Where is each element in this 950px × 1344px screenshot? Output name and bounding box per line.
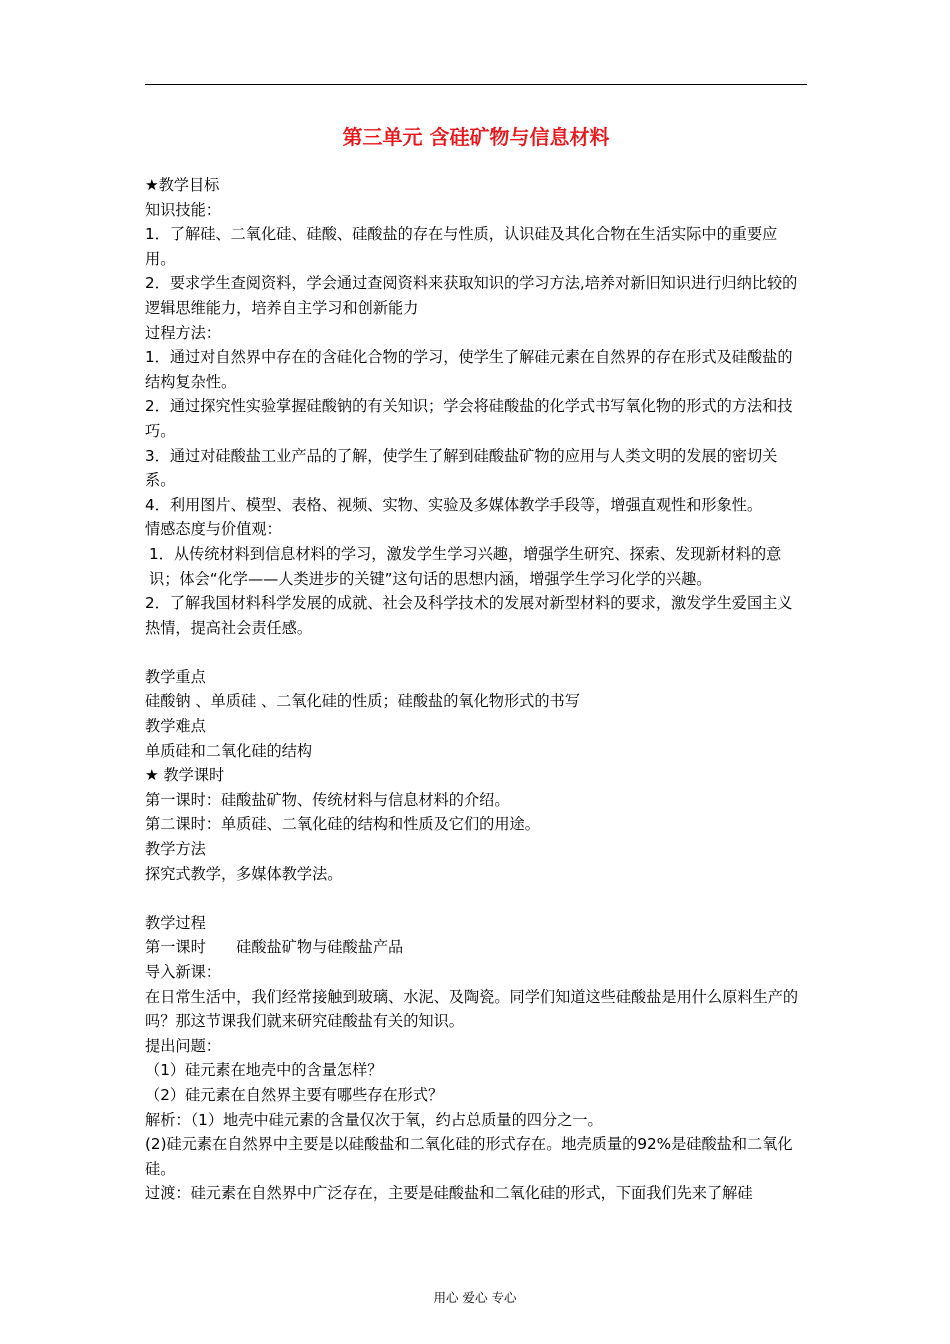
header-rule	[145, 84, 807, 85]
paragraph: 导入新课：	[145, 963, 221, 981]
paragraph: 单质硅和二氧化硅的结构	[145, 741, 313, 760]
subheading: 教学重点	[145, 667, 206, 686]
paragraph: 4．利用图片、模型、表格、视频、实物、实验及多媒体教学手段等，增强直观性和形象性。	[145, 495, 763, 514]
page-title: 第三单元 含硅矿物与信息材料	[342, 125, 610, 149]
subheading: 教学过程	[145, 913, 206, 932]
blank-line	[145, 640, 807, 665]
paragraph: 1．通过对自然界中存在的含硅化合物的学习，使学生了解硅元素在自然界的存在形式及硅酸盐的结构复杂性。	[145, 348, 793, 391]
paragraph: （2）硅元素在自然界主要有哪些存在形式？	[145, 1085, 444, 1104]
paragraph: 探究式教学，多媒体教学法。	[145, 864, 343, 883]
paragraph: 2．要求学生查阅资料，学会通过查阅资料来获取知识的学习方法,培养对新旧知识进行归纳比较的逻辑思维能力，培养自主学习和创新能力	[145, 274, 798, 317]
section-heading: ★ 教学课时	[145, 766, 225, 785]
blank-line	[145, 886, 807, 911]
subheading: 过程方法：	[145, 323, 221, 342]
paragraph: 解析：（1）地壳中硅元素的含量仅次于氧，约占总质量的四分之一。	[145, 1110, 603, 1129]
document-body	[145, 173, 807, 1206]
subheading: 知识技能：	[145, 200, 221, 219]
paragraph: 第一课时 硅酸盐矿物与硅酸盐产品	[145, 938, 404, 957]
paragraph: 2．通过探究性实验掌握硅酸钠的有关知识；学会将硅酸盐的化学式书写氧化物的形式的方法和技巧。	[145, 397, 793, 440]
page-footer: 用心 爱心 专心	[433, 1290, 517, 1305]
paragraph: (2)硅元素在自然界中主要是以硅酸盐和二氧化硅的形式存在。地壳质量的92%是硅酸盐和二氧化硅。	[145, 1135, 793, 1178]
subheading: 教学难点	[145, 717, 206, 736]
section-heading: ★教学目标	[145, 176, 220, 194]
subheading: 情感态度与价值观：	[145, 520, 282, 539]
paragraph: 在日常生活中，我们经常接触到玻璃、水泥、及陶瓷。同学们知道这些硅酸盐是用什么原料生产的吗？那这节课我们就来研究硅酸盐有关的知识。	[145, 987, 799, 1031]
paragraph: 第二课时：单质硅、二氧化硅的结构和性质及它们的用途。	[145, 815, 540, 834]
paragraph: 3．通过对硅酸盐工业产品的了解，使学生了解到硅酸盐矿物的应用与人类文明的发展的密切关系。	[145, 446, 778, 490]
paragraph: 硅酸钠 、单质硅 、二氧化硅的性质；硅酸盐的氧化物形式的书写	[145, 692, 580, 711]
paragraph: （1）硅元素在地壳中的含量怎样？	[145, 1061, 383, 1080]
paragraph: 1．从传统材料到信息材料的学习，激发学生学习兴趣，增强学生研究、探索、发现新材料的意识；体会“化学——人类进步的关键”这句话的思想内涵，增强学生学习化学的兴趣。	[149, 544, 782, 588]
paragraph: 第一课时：硅酸盐矿物、传统材料与信息材料的介绍。	[145, 790, 510, 809]
paragraph: 提出问题：	[145, 1036, 221, 1055]
subheading: 教学方法	[145, 840, 206, 859]
paragraph: 2．了解我国材料科学发展的成就、社会及科学技术的发展对新型材料的要求，激发学生爱国主义热情，提高社会责任感。	[145, 594, 793, 637]
paragraph: 过渡：硅元素在自然界中广泛存在，主要是硅酸盐和二氧化硅的形式，下面我们先来了解硅	[145, 1184, 753, 1203]
paragraph: 1．了解硅、二氧化硅、硅酸、硅酸盐的存在与性质，认识硅及其化合物在生活实际中的重要应用。	[145, 225, 778, 268]
